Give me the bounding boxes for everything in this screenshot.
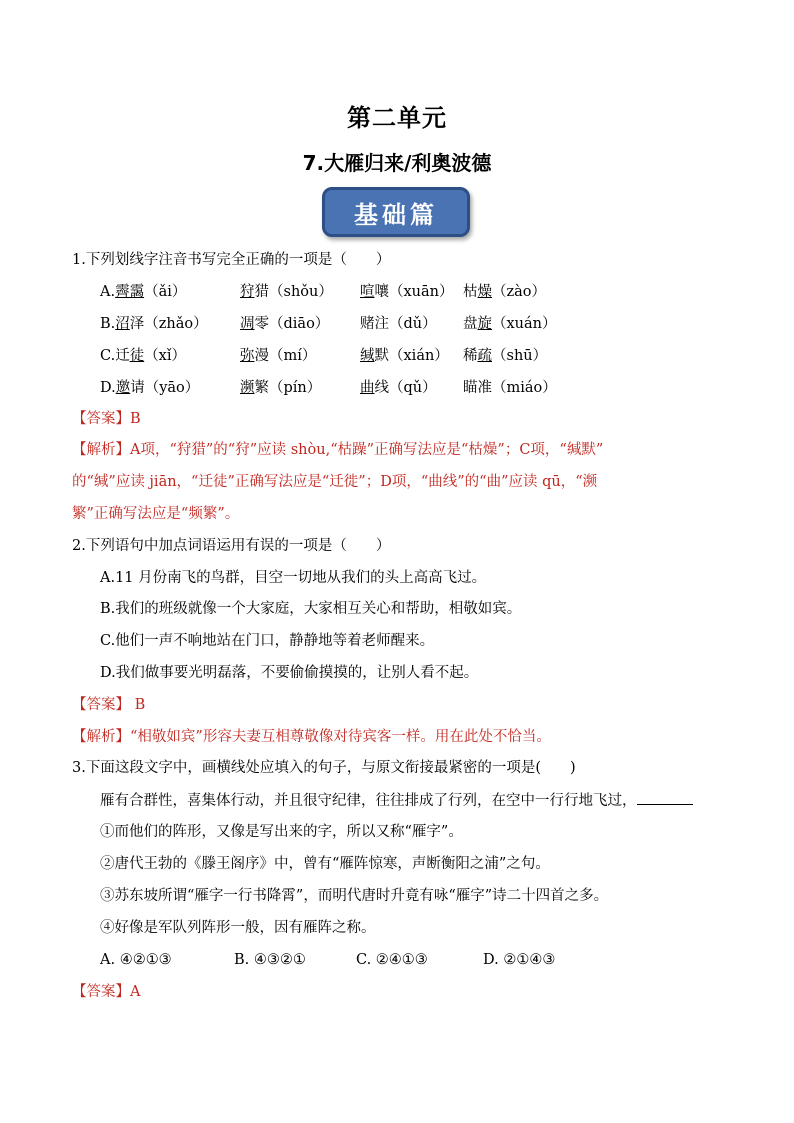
q1-option-item — [463, 314, 557, 334]
underlined-char: 旋 — [477, 316, 492, 332]
q1-option-item — [100, 314, 208, 334]
underlined-char: 曲 — [360, 380, 375, 396]
underlined-char: 邀 — [115, 380, 131, 396]
option-prefix: 赌 — [360, 316, 375, 332]
underlined-char: 缄 — [360, 348, 375, 364]
q3-sentence-4: ④好像是军队列阵形一般，因有雁阵之称。 — [100, 920, 376, 936]
q3-choice-c: C. ②④①③ — [356, 952, 428, 968]
option-reading: 零（diāo） — [254, 316, 330, 332]
option-reading: 漫（mí） — [254, 348, 317, 364]
q3-sentence-3: ③苏东坡所谓“雁字一行书降霄”，而明代唐时升竟有咏“雁字”诗二十四首之多。 — [100, 888, 609, 904]
option-label: C. — [100, 348, 116, 364]
q1-option-item — [100, 346, 186, 366]
option-reading: （zào） — [492, 284, 547, 300]
option-reading: （miáo） — [492, 380, 557, 396]
q2-option-c: C.他们一声不响地站在门口，静静地等着老师醒来。 — [100, 633, 435, 649]
q1-analysis-line2: 的“缄”应读 jiān，“迁徒”正确写法应是“迁徙”；D项，“曲线”的“曲”应读 qū，“濒 — [72, 474, 598, 490]
q2-stem: 2.下列语句中加点词语运用有误的一项是（ ） — [72, 538, 391, 554]
q1-answer: 【答案】B — [72, 411, 141, 427]
option-label: B. — [100, 316, 116, 332]
q3-passage — [100, 790, 693, 811]
q1-stem: 1.下列划线字注音书写完全正确的一项是（ ） — [72, 252, 391, 268]
q1-option-item — [463, 378, 557, 398]
q2-option-b: B.我们的班级就像一个大家庭，大家相互关心和帮助，相敬如宾。 — [100, 601, 522, 617]
q3-stem: 3.下面这段文字中，画横线处应填入的句子，与原文衔接最紧密的一项是( ) — [72, 760, 576, 776]
option-reading: 繁（pín） — [254, 380, 322, 396]
option-label: A. — [100, 284, 116, 300]
q1-option-item — [100, 282, 186, 302]
lesson-title: 7.大雁归来/利奥波德 — [302, 151, 492, 175]
q3-passage-text: 雁有合群性，喜集体行动，并且很守纪律，往往排成了行列，在空中一行行地飞过， — [100, 793, 637, 809]
underlined-char: 徒 — [129, 348, 145, 364]
q1-option-item — [240, 346, 316, 366]
option-reading: 泽（zhǎo） — [129, 316, 208, 332]
q2-analysis: 【解析】“相敬如宾”形容夫妻互相尊敬像对待宾客一样。用在此处不恰当。 — [72, 729, 551, 745]
q3-blank — [637, 790, 693, 805]
option-reading: （ǎi） — [144, 284, 187, 300]
q1-option-item — [463, 346, 547, 366]
q3-sentence-2: ②唐代王勃的《滕王阁序》中，曾有“雁阵惊寒，声断衡阳之浦”之句。 — [100, 856, 550, 872]
option-prefix: 盘 — [463, 316, 478, 332]
option-label: D. — [100, 380, 116, 396]
badge-label: 基础篇 — [354, 199, 438, 229]
q3-answer: 【答案】A — [72, 984, 141, 1000]
option-reading: （shū） — [492, 348, 548, 364]
option-reading: 默（xián） — [374, 348, 449, 364]
q1-option-item — [360, 378, 437, 398]
underlined-char: 濒 — [240, 380, 255, 396]
q3-choice-d: D. ②①④③ — [483, 952, 556, 968]
q2-option-a: A.11 月份南飞的鸟群，目空一切地从我们的头上高高飞过。 — [100, 570, 487, 586]
unit-title: 第二单元 — [347, 104, 447, 132]
q2-option-d: D.我们做事要光明磊落，不要偷偷摸摸的，让别人看不起。 — [100, 665, 479, 681]
underlined-char: 弥 — [240, 348, 255, 364]
q1-option-item — [240, 314, 329, 334]
underlined-char: 喧 — [360, 284, 375, 300]
option-reading: （xuán） — [492, 316, 557, 332]
option-prefix: 稀 — [463, 348, 478, 364]
q1-option-item — [240, 378, 321, 398]
q1-analysis-line1: 【解析】A项，“狩猎”的“狩”应读 shòu,“枯躁”正确写法应是“枯燥”；C项，“缄默” — [72, 442, 604, 458]
section-badge — [322, 187, 470, 237]
q1-option-item — [360, 282, 454, 302]
option-reading: 嚷（xuān） — [374, 284, 454, 300]
underlined-char: 狩 — [240, 284, 255, 300]
q2-answer: 【答案】 B — [72, 697, 146, 713]
underlined-char: 疏 — [477, 348, 492, 364]
underlined-char: 燥 — [477, 284, 492, 300]
q1-option-item — [360, 314, 437, 334]
q1-option-item — [240, 282, 333, 302]
option-prefix: 枯 — [463, 284, 478, 300]
q1-option-item — [463, 282, 546, 302]
underlined-char: 霽靄 — [115, 284, 145, 300]
q3-choice-b: B. ④③②① — [234, 952, 306, 968]
option-reading: 请（yāo） — [130, 380, 200, 396]
option-prefix: 迁 — [115, 348, 130, 364]
q1-option-item — [100, 378, 199, 398]
option-reading: 线（qǔ） — [374, 380, 437, 396]
underlined-char: 沼 — [115, 316, 130, 332]
option-prefix: 瞄准 — [463, 380, 492, 396]
underlined-char: 凋 — [240, 316, 255, 332]
q1-option-item — [360, 346, 449, 366]
option-reading: （xǐ） — [144, 348, 187, 364]
option-reading: 猎（shǒu） — [254, 284, 333, 300]
option-reading: 注（dǔ） — [374, 316, 437, 332]
q3-sentence-1: ①而他们的阵形，又像是写出来的字，所以又称“雁字”。 — [100, 824, 463, 840]
q3-choice-a: A. ④②①③ — [100, 952, 172, 968]
q1-analysis-line3: 繁”正确写法应是“频繁”。 — [72, 506, 240, 522]
